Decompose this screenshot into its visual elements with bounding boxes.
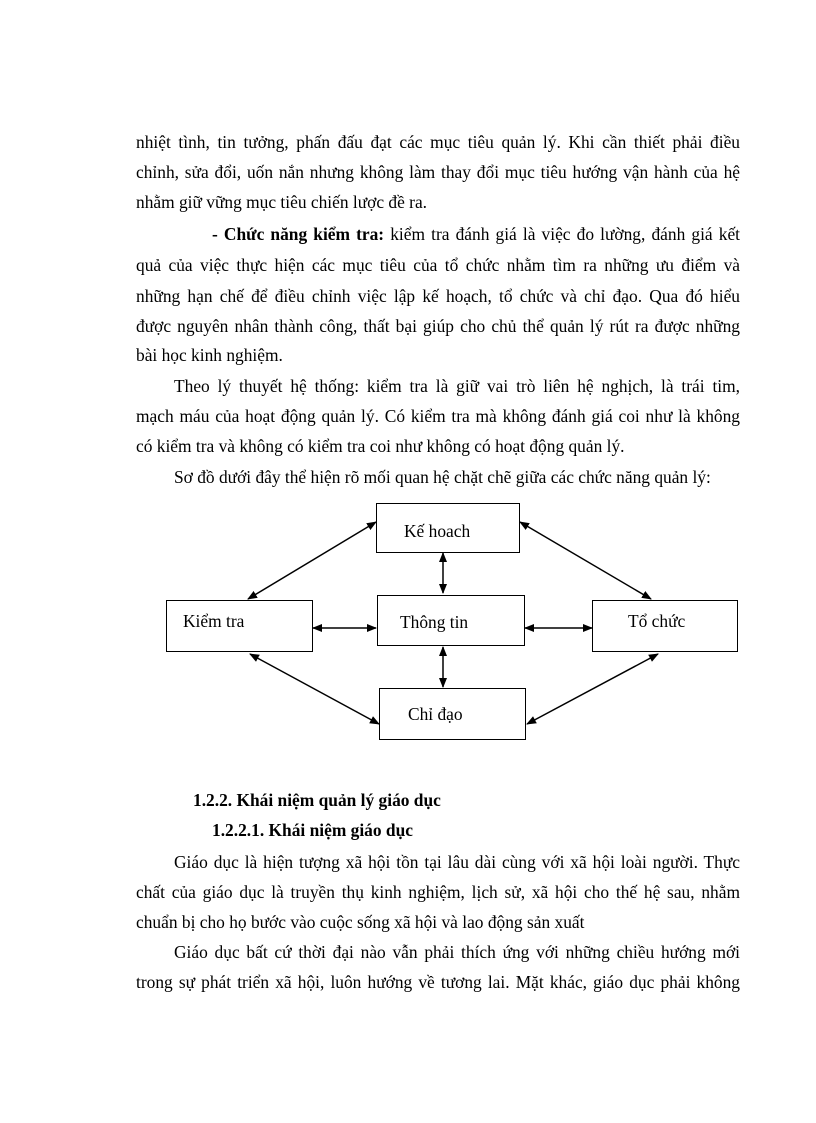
body-text-line: bài học kinh nghiệm.	[136, 345, 283, 365]
body-text-line: mạch máu của hoạt động quản lý. Có kiểm tra mà không đánh giá coi như là không	[136, 406, 740, 426]
box-label: Kiểm tra	[183, 611, 245, 631]
box-to-chuc	[592, 600, 738, 652]
body-text-line: có kiểm tra và không có kiểm tra coi như không có hoạt động quản lý.	[136, 436, 625, 456]
section-heading: 1.2.2. Khái niệm quản lý giáo dục	[193, 790, 441, 810]
arrow-kiemtra-chidao	[250, 654, 379, 724]
arrow-kehoach-kiemtra	[248, 522, 376, 599]
body-text-line: Theo lý thuyết hệ thống: kiểm tra là giữ vai trò liên hệ nghịch, là trái tim,	[174, 376, 740, 396]
body-text-line: trong sự phát triển xã hội, luôn hướng về tương lai. Mặt khác, giáo dục phải không	[136, 972, 740, 992]
box-ke-hoach	[376, 503, 520, 553]
body-text-line: Giáo dục là hiện tượng xã hội tồn tại lâu dài cùng với xã hội loài người. Thực	[174, 852, 740, 872]
box-label: Tổ chức	[628, 611, 686, 631]
box-chi-dao	[379, 688, 526, 740]
arrow-kehoach-tochuc	[520, 522, 651, 599]
body-text-line: quả của việc thực hiện các mục tiêu của tổ chức nhằm tìm ra những ưu điểm và	[136, 255, 740, 275]
box-label: Chỉ đạo	[408, 704, 463, 724]
body-text-line: chuẩn bị cho họ bước vào cuộc sống xã hội và lao động sản xuất	[136, 912, 585, 932]
body-text-line: Sơ đồ dưới đây thể hiện rõ mối quan hệ chặt chẽ giữa các chức năng quản lý:	[174, 467, 711, 487]
body-text-line: chỉnh, sửa đổi, uốn nắn nhưng không làm thay đổi mục tiêu hướng vận hành của hệ	[136, 162, 740, 182]
arrow-tochuc-chidao	[527, 654, 658, 724]
box-label: Thông tin	[400, 612, 469, 632]
box-label: Kế hoach	[404, 521, 471, 541]
body-text-line: Giáo dục bất cứ thời đại nào vẫn phải thích ứng với những chiều hướng mới	[174, 942, 740, 962]
body-text-line: được nguyên nhân thành công, thất bại giúp cho chủ thể quản lý rút ra được những	[136, 316, 740, 336]
subsection-heading: 1.2.2.1. Khái niệm giáo dục	[212, 820, 413, 840]
body-text-line: nhằm giữ vững mục tiêu chiến lược đề ra.	[136, 192, 428, 212]
body-text-line: những hạn chế để điều chỉnh việc lập kế hoạch, tổ chức và chỉ đạo. Qua đó hiểu	[136, 286, 740, 306]
box-kiem-tra	[166, 600, 313, 652]
section-label: - Chức năng kiểm tra:	[212, 224, 385, 244]
box-thong-tin	[377, 595, 525, 646]
body-text-line: - Chức năng kiểm tra: kiểm tra đánh giá là việc đo lường, đánh giá kết	[212, 224, 740, 244]
body-text-line: chất của giáo dục là truyền thụ kinh nghiệm, lịch sử, xã hội cho thế hệ sau, nhằm	[136, 882, 740, 902]
body-text-line: nhiệt tình, tin tưởng, phấn đấu đạt các mục tiêu quản lý. Khi cần thiết phải điều	[136, 132, 740, 152]
